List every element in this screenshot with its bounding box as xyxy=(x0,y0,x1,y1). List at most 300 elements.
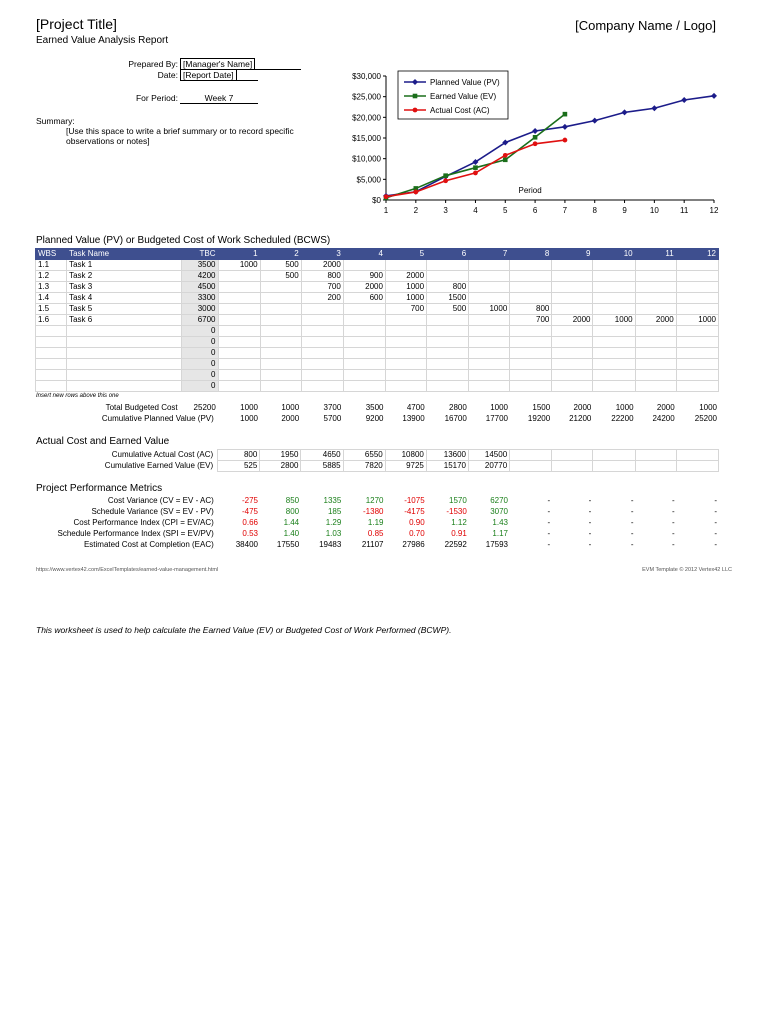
pv-period-cell[interactable] xyxy=(676,381,718,392)
ac-ev-cell[interactable]: 5885 xyxy=(301,461,343,472)
pv-period-cell[interactable]: 500 xyxy=(427,304,469,315)
metric-value-cell: 19483 xyxy=(319,539,342,549)
wbs-cell[interactable]: 1.5 xyxy=(36,304,67,315)
x-tick-label: 6 xyxy=(532,206,538,215)
metric-value-cell: - xyxy=(547,506,551,516)
pv-period-cell[interactable] xyxy=(343,260,385,271)
pv-period-cell[interactable] xyxy=(301,326,343,337)
ac-ev-cell[interactable] xyxy=(510,450,552,461)
cumulative-pv-cell: 25200 xyxy=(694,413,717,423)
pv-period-cell[interactable] xyxy=(552,381,593,392)
pv-period-cell[interactable] xyxy=(218,304,260,315)
pv-period-cell[interactable] xyxy=(427,326,469,337)
ac-ev-cell[interactable] xyxy=(635,461,676,472)
pv-period-cell[interactable] xyxy=(552,348,593,359)
metric-value-cell: - xyxy=(714,539,717,549)
ac-ev-cell[interactable]: 525 xyxy=(218,461,260,472)
pv-period-cell[interactable] xyxy=(260,304,301,315)
tbc-cell[interactable]: 0 xyxy=(182,326,218,337)
pv-period-cell[interactable] xyxy=(427,271,469,282)
pv-task-row xyxy=(36,315,719,326)
ac-ev-cell[interactable] xyxy=(593,461,635,472)
wbs-cell[interactable] xyxy=(36,370,67,381)
ac-ev-cell[interactable]: 1950 xyxy=(260,450,301,461)
pv-period-cell[interactable] xyxy=(510,348,552,359)
wbs-cell[interactable] xyxy=(36,359,67,370)
pv-period-cell[interactable] xyxy=(343,326,385,337)
tbc-cell[interactable]: 6700 xyxy=(182,315,218,326)
pv-period-cell[interactable] xyxy=(593,370,635,381)
pv-period-cell[interactable] xyxy=(552,271,593,282)
metric-row xyxy=(35,517,719,528)
metric-value-cell: 1.17 xyxy=(492,528,508,538)
series-point-2 xyxy=(533,141,538,146)
pv-period-cell[interactable] xyxy=(385,381,426,392)
pv-period-cell[interactable] xyxy=(676,282,718,293)
tbc-cell[interactable]: 0 xyxy=(182,381,218,392)
task-name-cell[interactable]: Task 3 xyxy=(67,282,182,293)
pv-period-cell[interactable] xyxy=(301,359,343,370)
wbs-cell[interactable]: 1.2 xyxy=(36,271,67,282)
metric-value-cell: - xyxy=(672,495,675,505)
pv-period-cell[interactable] xyxy=(552,337,593,348)
series-point-1 xyxy=(443,173,448,178)
x-axis-title: Period xyxy=(518,186,542,195)
pv-period-cell[interactable] xyxy=(676,348,718,359)
pv-period-cell[interactable]: 800 xyxy=(427,282,469,293)
pv-period-cell[interactable] xyxy=(469,337,510,348)
metric-value-cell: 1335 xyxy=(323,495,342,505)
pv-period-cell[interactable] xyxy=(343,381,385,392)
pv-period-cell[interactable] xyxy=(343,348,385,359)
metric-value-cell: -475 xyxy=(241,506,258,516)
pv-period-cell[interactable] xyxy=(427,348,469,359)
ac-ev-cell[interactable]: 6550 xyxy=(343,450,385,461)
metric-value-cell: - xyxy=(588,517,592,527)
period-label: For Period: xyxy=(135,93,178,103)
task-name-cell[interactable]: Task 2 xyxy=(67,271,182,282)
total-value-cell: 3500 xyxy=(365,402,384,412)
pv-task-row xyxy=(36,359,719,370)
total-value-cell: 1500 xyxy=(532,402,551,412)
pv-task-row xyxy=(36,304,719,315)
metric-value-cell: 6270 xyxy=(490,495,508,505)
pv-period-cell[interactable] xyxy=(427,370,469,381)
pv-period-cell[interactable] xyxy=(469,293,510,304)
pv-period-cell[interactable] xyxy=(218,381,260,392)
pv-period-cell[interactable] xyxy=(635,260,676,271)
ac-ev-cell[interactable]: 10800 xyxy=(385,450,426,461)
metric-value-cell: 850 xyxy=(285,495,300,505)
pv-period-cell[interactable]: 1000 xyxy=(593,315,635,326)
pv-period-cell[interactable]: 500 xyxy=(260,271,301,282)
pv-period-cell[interactable] xyxy=(552,304,593,315)
ac-ev-cell[interactable]: 20770 xyxy=(469,461,510,472)
pv-period-cell[interactable] xyxy=(593,359,635,370)
task-name-cell[interactable] xyxy=(67,348,182,359)
metric-value-cell: 17550 xyxy=(276,539,300,549)
pv-period-cell[interactable] xyxy=(552,359,593,370)
pv-period-cell[interactable] xyxy=(635,282,676,293)
pv-period-cell[interactable] xyxy=(260,282,301,293)
pv-period-cell[interactable] xyxy=(260,370,301,381)
cumulative-pv-cell: 16700 xyxy=(444,413,467,423)
pv-period-cell[interactable] xyxy=(469,348,510,359)
series-point-0 xyxy=(651,105,657,111)
pv-period-cell[interactable] xyxy=(469,282,510,293)
pv-header-cell: 6 xyxy=(427,249,469,260)
pv-period-cell[interactable] xyxy=(385,315,426,326)
pv-period-cell[interactable] xyxy=(593,348,635,359)
pv-period-cell[interactable] xyxy=(301,381,343,392)
pv-period-cell[interactable] xyxy=(218,348,260,359)
task-name-cell[interactable] xyxy=(67,370,182,381)
pv-period-cell[interactable] xyxy=(676,260,718,271)
pv-period-cell[interactable] xyxy=(552,260,593,271)
date-value: [Report Date] xyxy=(180,69,237,81)
task-name-cell[interactable]: Task 5 xyxy=(67,304,182,315)
worksheet-note: This worksheet is used to help calculate the Earned Value (EV) or Budgeted Cost of Work Performed (BCWP). xyxy=(36,625,452,635)
pv-period-cell[interactable] xyxy=(260,293,301,304)
total-budgeted-label: Total Budgeted Cost xyxy=(105,402,178,412)
pv-period-cell[interactable]: 700 xyxy=(510,315,552,326)
pv-period-cell[interactable] xyxy=(510,370,552,381)
pv-period-cell[interactable] xyxy=(593,337,635,348)
ac-ev-cell[interactable]: 800 xyxy=(218,450,260,461)
task-name-cell[interactable] xyxy=(67,337,182,348)
metric-value-cell: 0.66 xyxy=(242,517,258,527)
pv-period-cell[interactable] xyxy=(343,370,385,381)
pv-period-cell[interactable] xyxy=(301,337,343,348)
total-value-cell: 1000 xyxy=(490,402,508,412)
pv-period-cell[interactable] xyxy=(301,315,343,326)
pv-period-cell[interactable] xyxy=(552,282,593,293)
task-name-cell[interactable] xyxy=(67,326,182,337)
pv-period-cell[interactable]: 700 xyxy=(385,304,426,315)
pv-period-cell[interactable] xyxy=(427,315,469,326)
pv-period-cell[interactable] xyxy=(385,359,426,370)
ac-ev-cell[interactable]: 9725 xyxy=(385,461,426,472)
ac-ev-cell[interactable] xyxy=(552,450,593,461)
metric-value-cell: 38400 xyxy=(235,539,258,549)
total-value-cell: 4700 xyxy=(406,402,425,412)
pv-period-cell[interactable] xyxy=(301,370,343,381)
pv-period-cell[interactable] xyxy=(593,381,635,392)
cumulative-pv-cell: 24200 xyxy=(652,413,675,423)
pv-period-cell[interactable] xyxy=(510,260,552,271)
tbc-cell[interactable]: 3000 xyxy=(182,304,218,315)
task-name-cell[interactable]: Task 1 xyxy=(67,260,182,271)
pv-period-cell[interactable]: 1000 xyxy=(218,260,260,271)
pv-period-cell[interactable] xyxy=(469,370,510,381)
pv-period-cell[interactable] xyxy=(343,315,385,326)
pv-task-row xyxy=(36,370,719,381)
pv-period-cell[interactable] xyxy=(218,326,260,337)
total-value-cell: 2800 xyxy=(449,402,467,412)
period-field[interactable]: Week 7 xyxy=(180,93,258,104)
pv-period-cell[interactable] xyxy=(260,348,301,359)
series-point-2 xyxy=(503,153,508,158)
pv-period-cell[interactable] xyxy=(510,282,552,293)
pv-period-cell[interactable] xyxy=(218,271,260,282)
pv-period-cell[interactable] xyxy=(218,293,260,304)
pv-period-cell[interactable] xyxy=(676,304,718,315)
pv-period-cell[interactable]: 700 xyxy=(301,282,343,293)
tbc-cell[interactable]: 3500 xyxy=(182,260,218,271)
series-point-2 xyxy=(413,190,418,195)
tbc-cell[interactable]: 3300 xyxy=(182,293,218,304)
wbs-cell[interactable]: 1.4 xyxy=(36,293,67,304)
pv-period-cell[interactable] xyxy=(260,359,301,370)
ac-ev-row xyxy=(35,461,719,472)
metric-value-cell: 800 xyxy=(285,506,300,516)
tbc-cell[interactable]: 4200 xyxy=(182,271,218,282)
footer-url-link[interactable]: https://www.vertex42.com/ExcelTemplates/earned-value-management.html xyxy=(36,567,219,573)
ac-ev-cell[interactable]: 14500 xyxy=(469,450,510,461)
pv-period-cell[interactable] xyxy=(593,293,635,304)
y-tick-label: $0 xyxy=(372,196,381,205)
metric-value-cell: 0.90 xyxy=(409,517,425,527)
pv-period-cell[interactable] xyxy=(301,304,343,315)
pv-task-row xyxy=(36,326,719,337)
prepared-by-label: Prepared By: xyxy=(128,59,178,69)
legend-marker xyxy=(413,94,418,99)
task-name-cell[interactable]: Task 4 xyxy=(67,293,182,304)
metric-value-cell: - xyxy=(630,528,634,538)
pv-period-cell[interactable]: 1000 xyxy=(676,315,718,326)
pv-period-cell[interactable] xyxy=(427,381,469,392)
wbs-cell[interactable]: 1.6 xyxy=(36,315,67,326)
pv-period-cell[interactable] xyxy=(635,337,676,348)
metric-value-cell: - xyxy=(547,539,551,549)
pv-period-cell[interactable]: 2000 xyxy=(301,260,343,271)
pv-period-cell[interactable]: 200 xyxy=(301,293,343,304)
pv-period-cell[interactable] xyxy=(343,337,385,348)
tbc-cell[interactable]: 0 xyxy=(182,359,218,370)
pv-period-cell[interactable] xyxy=(469,315,510,326)
date-field[interactable] xyxy=(180,70,258,81)
pv-period-cell[interactable]: 800 xyxy=(301,271,343,282)
pv-period-cell[interactable] xyxy=(385,370,426,381)
pv-task-row xyxy=(36,293,719,304)
pv-period-cell[interactable] xyxy=(510,381,552,392)
pv-period-cell[interactable]: 2000 xyxy=(552,315,593,326)
pv-period-cell[interactable] xyxy=(676,337,718,348)
metric-label: Schedule Performance Index (SPI = EV/PV) xyxy=(57,528,214,538)
task-name-cell[interactable] xyxy=(67,381,182,392)
metric-value-cell: - xyxy=(588,495,592,505)
legend-label: Planned Value (PV) xyxy=(430,78,500,87)
pv-period-cell[interactable] xyxy=(510,271,552,282)
pv-period-cell[interactable] xyxy=(385,348,426,359)
series-point-1 xyxy=(473,165,478,170)
total-value-cell: 2000 xyxy=(573,402,592,412)
metric-value-cell: 1570 xyxy=(449,495,467,505)
series-point-0 xyxy=(711,93,717,99)
pv-period-cell[interactable] xyxy=(676,359,718,370)
pv-period-cell[interactable] xyxy=(260,381,301,392)
cumulative-pv-cell: 1000 xyxy=(240,413,258,423)
pv-period-cell[interactable] xyxy=(260,326,301,337)
wbs-cell[interactable] xyxy=(36,381,67,392)
pv-period-cell[interactable] xyxy=(635,293,676,304)
wbs-cell[interactable] xyxy=(36,348,67,359)
pv-period-cell[interactable] xyxy=(218,337,260,348)
pv-period-cell[interactable] xyxy=(510,293,552,304)
metric-value-cell: 1.19 xyxy=(367,517,384,527)
pv-header-cell: 5 xyxy=(385,249,426,260)
metrics-table xyxy=(35,495,719,550)
pv-period-cell[interactable] xyxy=(510,359,552,370)
metric-value-cell: 1.29 xyxy=(325,517,342,527)
pv-period-cell[interactable] xyxy=(469,271,510,282)
metric-label: Cost Performance Index (CPI = EV/AC) xyxy=(73,517,214,527)
tbc-cell[interactable]: 0 xyxy=(182,337,218,348)
pv-period-cell[interactable] xyxy=(260,315,301,326)
pv-period-cell[interactable] xyxy=(385,326,426,337)
ac-ev-cell[interactable] xyxy=(510,461,552,472)
pv-period-cell[interactable] xyxy=(343,359,385,370)
ac-ev-cell[interactable] xyxy=(635,450,676,461)
pv-period-cell[interactable]: 500 xyxy=(260,260,301,271)
cumulative-pv-cell: 2000 xyxy=(281,413,300,423)
ac-ev-cell[interactable]: 15170 xyxy=(426,461,468,472)
pv-period-cell[interactable] xyxy=(469,381,510,392)
x-tick-label: 4 xyxy=(473,206,478,215)
task-name-cell[interactable] xyxy=(67,359,182,370)
pv-period-cell[interactable]: 600 xyxy=(343,293,385,304)
metric-row xyxy=(35,528,719,539)
tbc-cell[interactable]: 4500 xyxy=(182,282,218,293)
pv-period-cell[interactable] xyxy=(552,326,593,337)
pv-header-cell: 12 xyxy=(676,249,718,260)
pv-task-row xyxy=(36,381,719,392)
metric-row xyxy=(35,495,719,506)
ac-ev-label: Cumulative Actual Cost (AC) xyxy=(111,450,214,459)
pv-header-cell: 4 xyxy=(343,249,385,260)
metric-value-cell: 0.85 xyxy=(367,528,384,538)
pv-period-cell[interactable] xyxy=(635,271,676,282)
pv-period-cell[interactable] xyxy=(218,370,260,381)
pv-period-cell[interactable] xyxy=(510,337,552,348)
pv-period-cell[interactable] xyxy=(218,315,260,326)
pv-period-cell[interactable] xyxy=(469,260,510,271)
pv-period-cell[interactable] xyxy=(552,370,593,381)
pv-period-cell[interactable] xyxy=(469,359,510,370)
pv-period-cell[interactable] xyxy=(510,326,552,337)
pv-period-cell[interactable] xyxy=(635,359,676,370)
pv-period-cell[interactable] xyxy=(218,282,260,293)
wbs-cell[interactable]: 1.1 xyxy=(36,260,67,271)
pv-period-cell[interactable] xyxy=(593,282,635,293)
ac-ev-cell[interactable]: 7820 xyxy=(343,461,385,472)
pv-period-cell[interactable] xyxy=(593,304,635,315)
total-value-cell: 25200 xyxy=(193,402,216,412)
pv-period-cell[interactable]: 800 xyxy=(510,304,552,315)
pv-period-cell[interactable]: 2000 xyxy=(343,282,385,293)
pv-period-cell[interactable]: 1000 xyxy=(385,293,426,304)
pv-period-cell[interactable]: 900 xyxy=(343,271,385,282)
series-point-2 xyxy=(384,194,389,199)
pv-period-cell[interactable] xyxy=(593,260,635,271)
pv-period-cell[interactable]: 1000 xyxy=(385,282,426,293)
summary-text[interactable]: [Use this space to write a brief summary or to record specific observations or notes] xyxy=(66,126,294,146)
pv-period-cell[interactable] xyxy=(301,348,343,359)
series-point-0 xyxy=(592,118,598,124)
pv-period-cell[interactable]: 2000 xyxy=(385,271,426,282)
ac-ev-cell[interactable]: 2800 xyxy=(260,461,301,472)
ac-ev-cell[interactable] xyxy=(676,461,718,472)
ac-ev-cell[interactable] xyxy=(552,461,593,472)
ac-ev-label: Cumulative Earned Value (EV) xyxy=(104,461,214,470)
pv-period-cell[interactable] xyxy=(676,370,718,381)
pv-period-cell[interactable]: 1500 xyxy=(427,293,469,304)
metric-value-cell: 185 xyxy=(327,506,342,516)
legend-label: Actual Cost (AC) xyxy=(430,106,490,115)
metric-value-cell: - xyxy=(547,517,551,527)
pv-period-cell[interactable]: 1000 xyxy=(469,304,510,315)
pv-period-cell[interactable] xyxy=(635,381,676,392)
pv-period-cell[interactable] xyxy=(635,348,676,359)
metric-value-cell: - xyxy=(714,528,717,538)
ac-ev-cell[interactable] xyxy=(676,450,718,461)
pv-period-cell[interactable] xyxy=(552,293,593,304)
pv-period-cell[interactable] xyxy=(676,293,718,304)
pv-period-cell[interactable] xyxy=(593,271,635,282)
metric-value-cell: -1380 xyxy=(363,506,384,516)
pv-period-cell[interactable] xyxy=(635,326,676,337)
metric-value-cell: 21107 xyxy=(361,539,384,549)
pv-period-cell[interactable] xyxy=(593,326,635,337)
x-tick-label: 10 xyxy=(649,206,659,215)
wbs-cell[interactable]: 1.3 xyxy=(36,282,67,293)
pv-period-cell[interactable] xyxy=(427,337,469,348)
y-tick-label: $20,000 xyxy=(352,113,381,123)
pv-period-cell[interactable] xyxy=(635,370,676,381)
x-tick-label: 3 xyxy=(443,206,448,215)
tbc-cell[interactable]: 0 xyxy=(182,348,218,359)
pv-period-cell[interactable] xyxy=(427,260,469,271)
tbc-cell[interactable]: 0 xyxy=(182,370,218,381)
pv-period-cell[interactable] xyxy=(676,271,718,282)
total-value-cell: 2000 xyxy=(656,402,675,412)
pv-period-cell[interactable] xyxy=(343,304,385,315)
pv-period-cell[interactable] xyxy=(676,326,718,337)
legend-marker xyxy=(413,108,418,113)
pv-period-cell[interactable] xyxy=(469,326,510,337)
task-name-cell[interactable]: Task 6 xyxy=(67,315,182,326)
cumulative-pv-row xyxy=(35,413,719,424)
pv-period-cell[interactable] xyxy=(427,359,469,370)
ac-ev-cell[interactable]: 13600 xyxy=(426,450,468,461)
pv-period-cell[interactable] xyxy=(260,337,301,348)
pv-period-cell[interactable]: 2000 xyxy=(635,315,676,326)
series-point-0 xyxy=(562,124,568,130)
metric-value-cell: 27986 xyxy=(402,539,425,549)
pv-period-cell[interactable] xyxy=(385,337,426,348)
pv-period-cell[interactable] xyxy=(635,304,676,315)
pv-period-cell[interactable] xyxy=(218,359,260,370)
pv-task-row xyxy=(36,348,719,359)
metric-value-cell: - xyxy=(547,495,551,505)
wbs-cell[interactable] xyxy=(36,337,67,348)
pv-period-cell[interactable] xyxy=(385,260,426,271)
total-value-cell: 1000 xyxy=(699,402,717,412)
ac-ev-cell[interactable]: 4650 xyxy=(301,450,343,461)
ac-ev-cell[interactable] xyxy=(593,450,635,461)
wbs-cell[interactable] xyxy=(36,326,67,337)
summary-label: Summary: xyxy=(36,116,75,126)
